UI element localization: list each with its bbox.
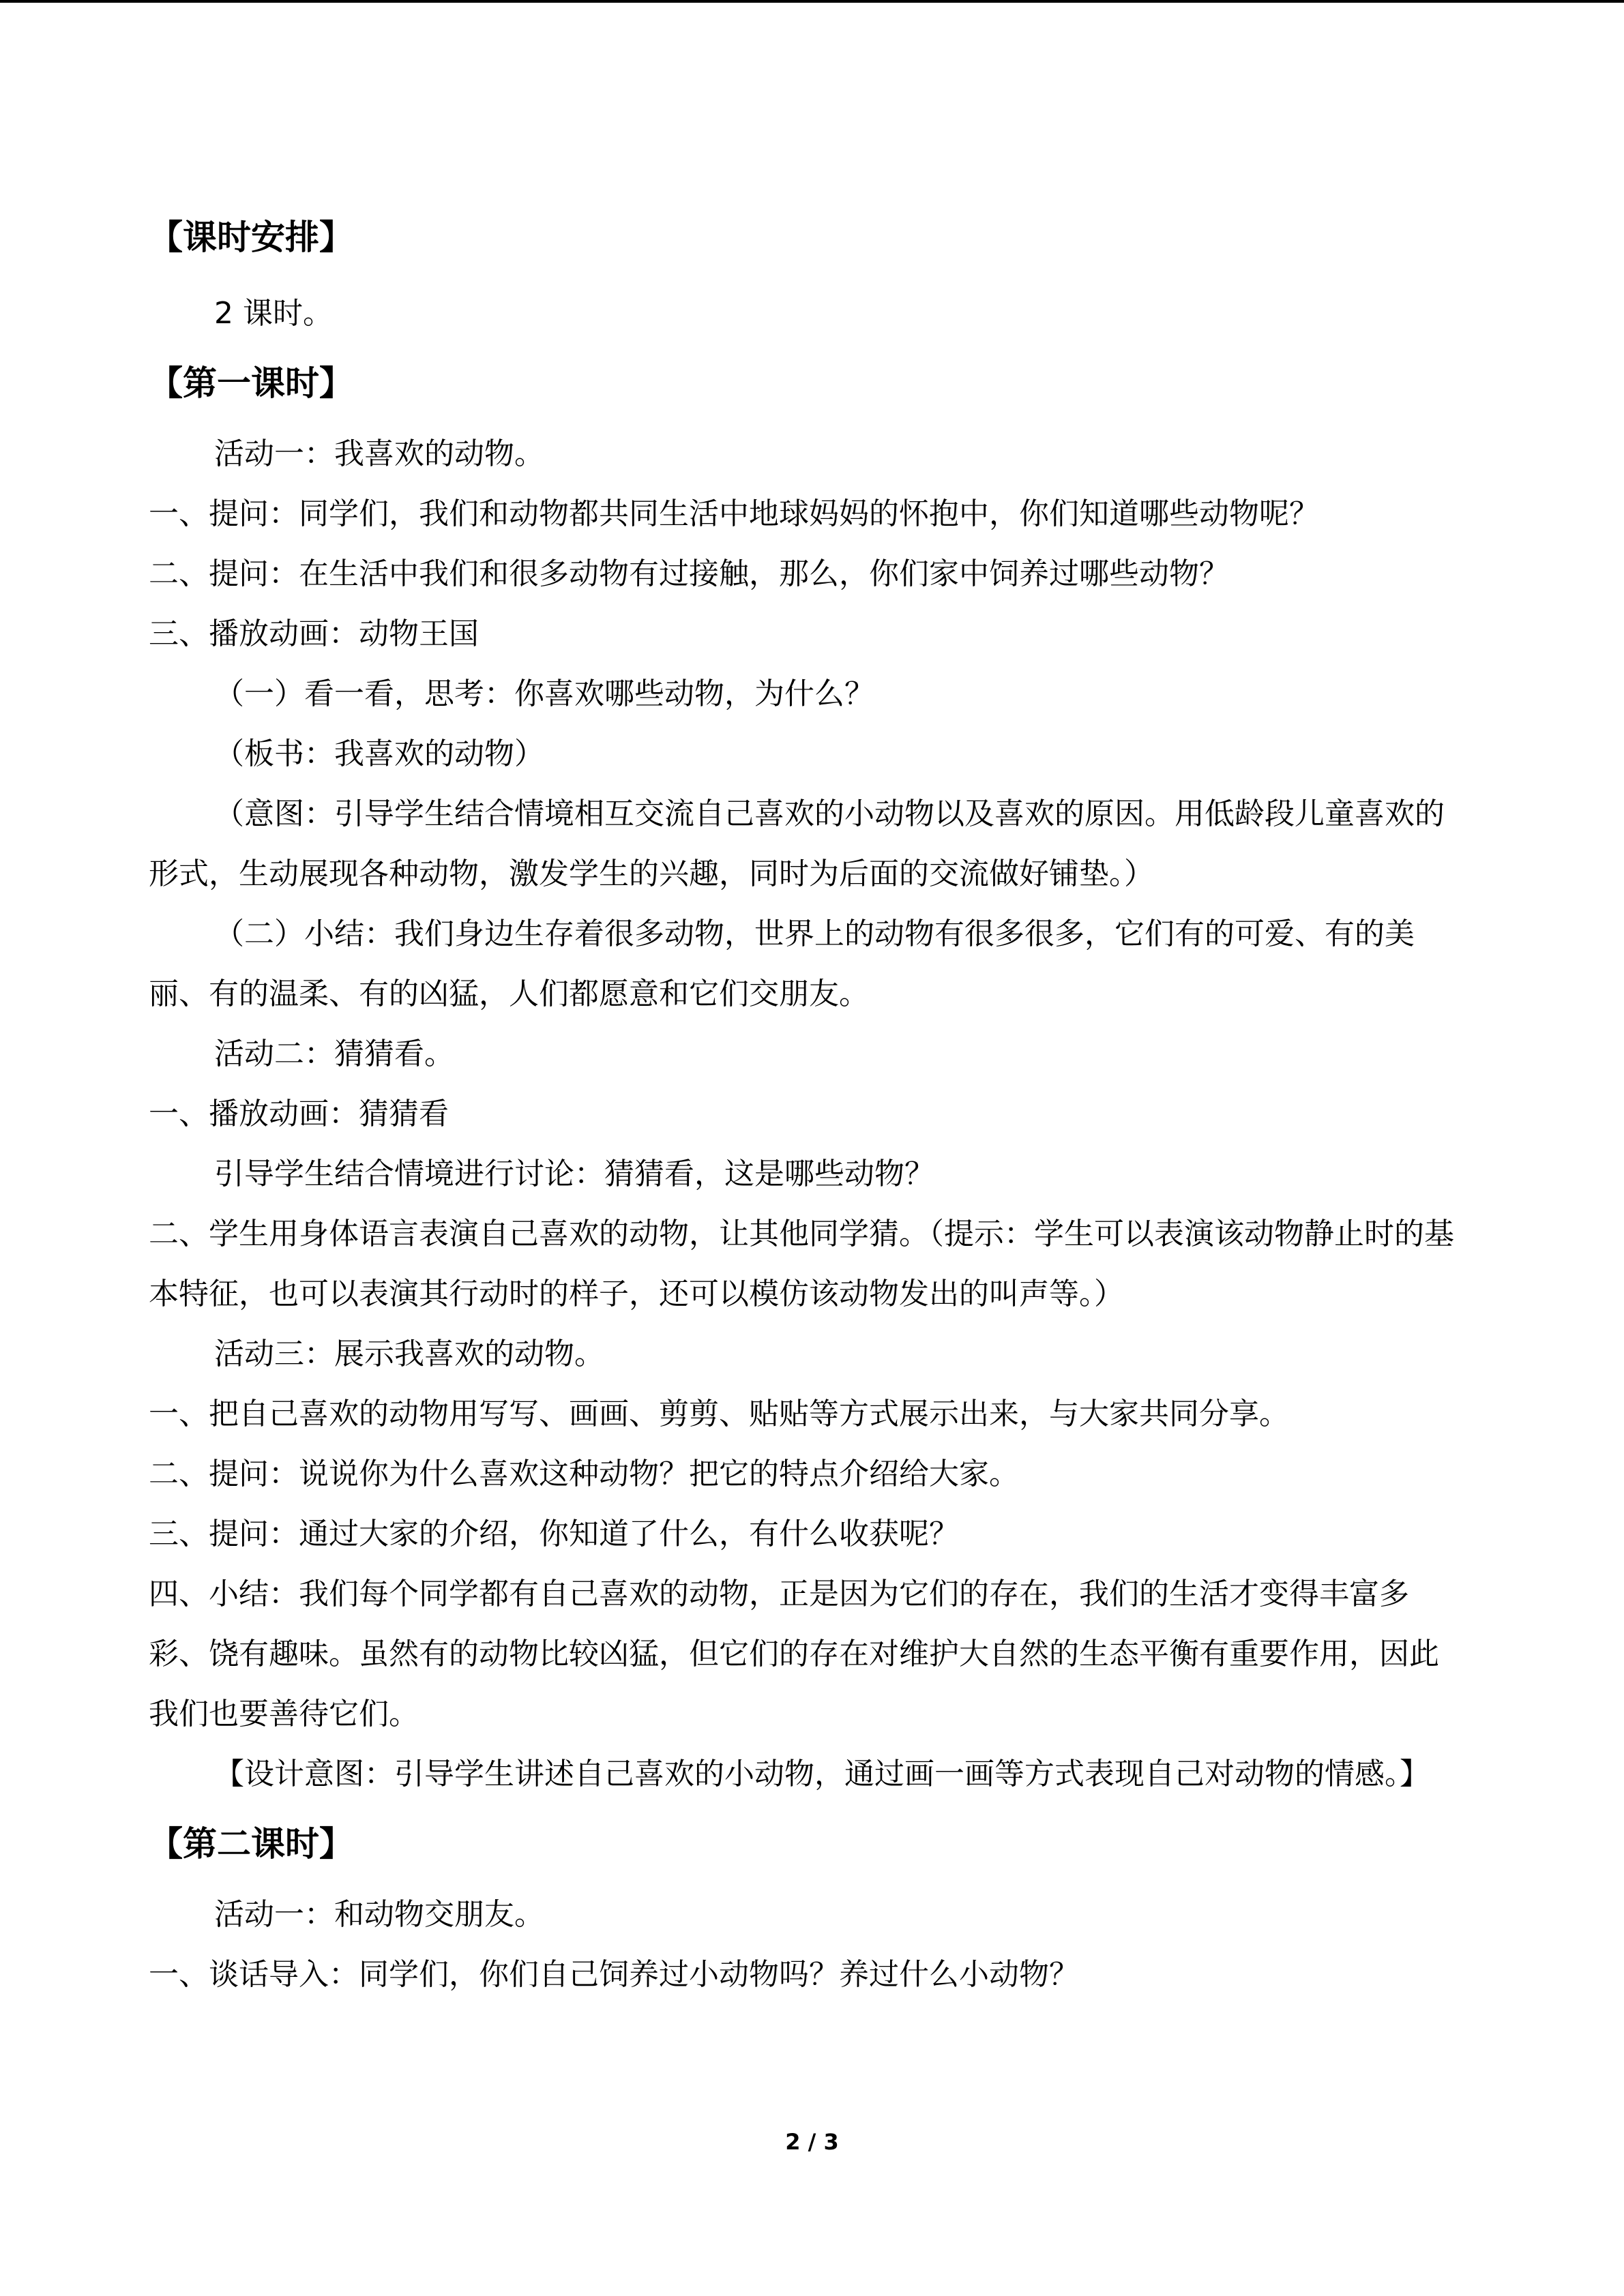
- lesson1-activity2-item2: 二、学生用身体语言表演自己喜欢的动物，让其他同学猜。（提示：学生可以表演该动物静止时的基本特征，也可以表演其行动时的样子，还可以模仿该动物发出的叫声等。）: [149, 1217, 1454, 1311]
- lesson1-activity2-title: 活动二：猜猜看。: [214, 1037, 454, 1071]
- document-body: [149, 205, 1458, 2005]
- lesson1-sub1: （一）看一看，思考：你喜欢哪些动物，为什么？: [214, 676, 874, 711]
- lesson1-activity3-item2: 二、提问：说说你为什么喜欢这种动物？把它的特点介绍给大家。: [149, 1457, 1019, 1491]
- lesson1-sub2: （二）小结：我们身边生存着很多动物，世界上的动物有很多很多，它们有的可爱、有的美丽、有的温柔、有的凶猛，人们都愿意和它们交朋友。: [149, 916, 1415, 1011]
- lesson1-activity3-item4: 四、小结：我们每个同学都有自己喜欢的动物，正是因为它们的存在，我们的生活才变得丰富多彩、饶有趣味。虽然有的动物比较凶猛，但它们的存在对维护大自然的生态平衡有重要作用，因此我们也要善待它们。: [149, 1577, 1439, 1731]
- lesson2-question1: 一、谈话导入：同学们，你们自己饲养过小动物吗？养过什么小动物？: [149, 1957, 1079, 1992]
- lesson1-activity1-title: 活动一：我喜欢的动物。: [214, 436, 544, 471]
- lesson1-design-intent: 【设计意图：引导学生讲述自己喜欢的小动物，通过画一画等方式表现自己对动物的情感。】: [214, 1757, 1430, 1791]
- lesson2-activity1-title: 活动一：和动物交朋友。: [214, 1897, 544, 1932]
- heading-schedule: 【课时安排】: [149, 218, 353, 257]
- lesson1-activity3-item1: 一、把自己喜欢的动物用写写、画画、剪剪、贴贴等方式展示出来，与大家共同分享。: [149, 1397, 1289, 1431]
- lesson1-activity3-item3: 三、提问：通过大家的介绍，你知道了什么，有什么收获呢？: [149, 1517, 959, 1551]
- top-border-line: [0, 0, 1624, 3]
- lesson1-activity3-title: 活动三：展示我喜欢的动物。: [214, 1337, 604, 1371]
- lesson1-intent: （意图：引导学生结合情境相互交流自己喜欢的小动物以及喜欢的原因。用低龄段儿童喜欢的形式，生动展现各种动物，激发学生的兴趣，同时为后面的交流做好铺垫。）: [149, 796, 1445, 891]
- lesson1-item3: 三、播放动画：动物王国: [149, 616, 479, 651]
- page-number: 2 / 3: [785, 2129, 839, 2155]
- lesson1-activity2-item1: 一、播放动画：猜猜看: [149, 1097, 449, 1131]
- lesson1-question1: 一、提问：同学们，我们和动物都共同生活中地球妈妈的怀抱中，你们知道哪些动物呢？: [149, 496, 1319, 531]
- schedule-text: 2 课时。: [214, 296, 333, 331]
- lesson1-question2: 二、提问：在生活中我们和很多动物有过接触，那么，你们家中饲养过哪些动物？: [149, 556, 1229, 591]
- lesson1-board-note: （板书：我喜欢的动物）: [214, 736, 544, 771]
- heading-lesson-2: 【第二课时】: [149, 1824, 353, 1864]
- lesson1-activity2-guide: 引导学生结合情境进行讨论：猜猜看，这是哪些动物？: [214, 1157, 934, 1191]
- heading-lesson-1: 【第一课时】: [149, 363, 353, 403]
